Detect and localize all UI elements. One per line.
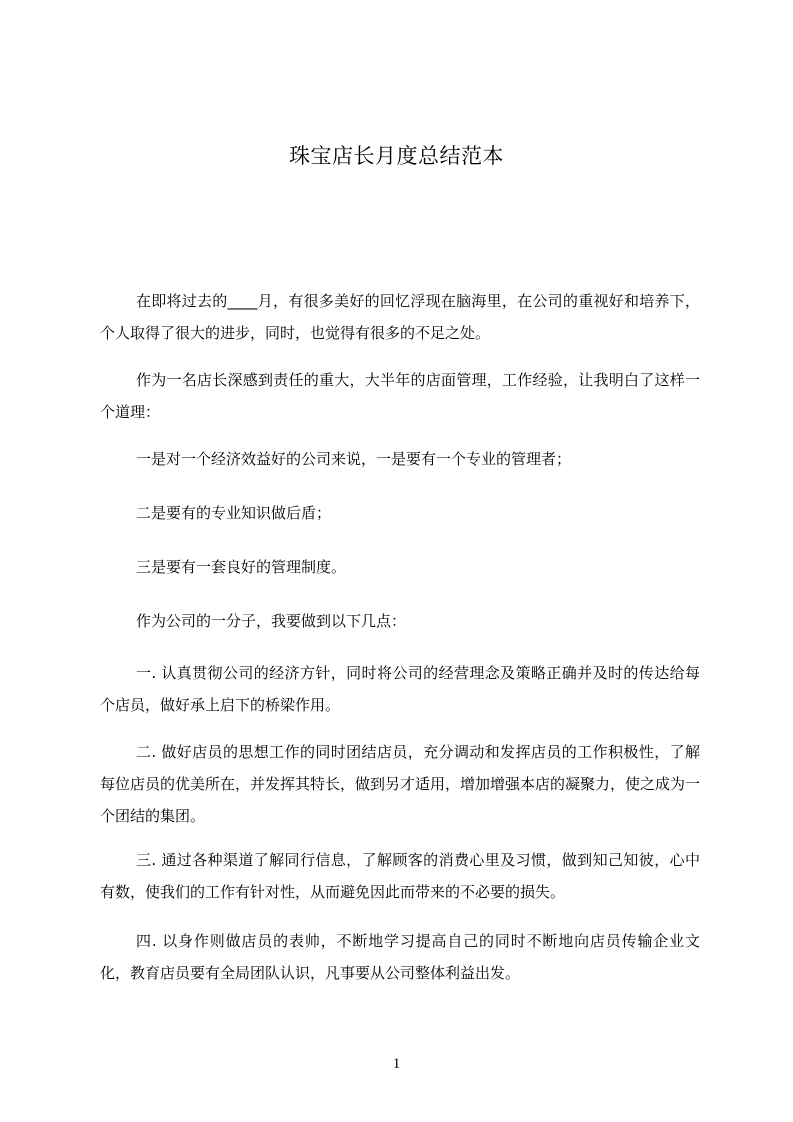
paragraph-item-4: 四. 以身作则做店员的表帅，不断地学习提高自己的同时不断地向店员传输企业文化，教育店员要有全局团队认识，凡事要从公司整体利益出发。 (100, 932, 700, 982)
document-title: 珠宝店长月度总结范本 (289, 144, 504, 168)
paragraph-item-1: 一. 认真贯彻公司的经济方针，同时将公司的经营理念及策略正确并及时的传达给每个店员，做好承上启下的桥梁作用。 (100, 664, 700, 714)
paragraph-responsibility: 作为一名店长深感到责任的重大，大半年的店面管理，工作经验，让我明白了这样一个道理： (100, 371, 700, 421)
paragraph-commitment: 作为公司的一分子，我要做到以下几点： (136, 612, 407, 630)
paragraph-point-1: 一是对一个经济效益好的公司来说，一是要有一个专业的管理者； (136, 450, 572, 468)
paragraph-point-2: 二是要有的专业知识做后盾； (136, 504, 332, 522)
paragraph-point-3: 三是要有一套良好的管理制度。 (136, 558, 347, 576)
page-number: 1 (392, 1056, 401, 1072)
paragraph-intro: 在即将过去的____月，有很多美好的回忆浮现在脑海里，在公司的重视好和培养下，个人取得了很大的进步，同时，也觉得有很多的不足之处。 (100, 292, 700, 342)
paragraph-item-3: 三. 通过各种渠道了解同行信息，了解顾客的消费心里及习惯，做到知己知彼，心中有数，使我们的工作有针对性，从而避免因此而带来的不必要的损失。 (100, 851, 700, 901)
paragraph-item-2: 二. 做好店员的思想工作的同时团结店员，充分调动和发挥店员的工作积极性，了解每位店员的优美所在，并发挥其特长，做到另才适用，增加增强本店的凝聚力，使之成为一个团结的集团。 (100, 743, 701, 825)
